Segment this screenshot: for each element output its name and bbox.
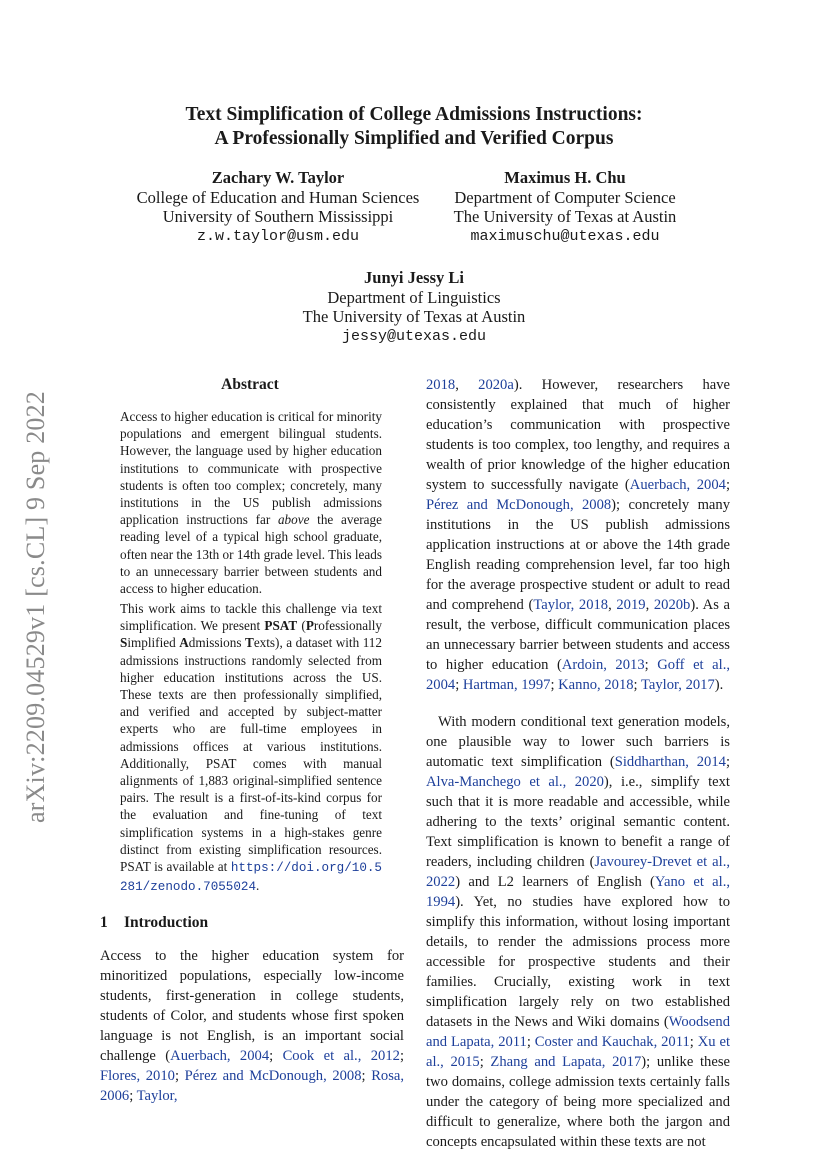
author-affiliation: Department of Linguistics <box>327 287 501 307</box>
citation-link[interactable]: Coster and Kauchak, 2011 <box>534 1034 690 1050</box>
citation-link[interactable]: Alva-Manchego et al., 2020 <box>426 774 604 790</box>
body-text: ; <box>129 1088 137 1104</box>
author-email: z.w.taylor@usm.edu <box>196 227 360 245</box>
abstract-emphasis: above <box>277 512 310 528</box>
body-text: Access to the higher education system for minoritized populations, especially low-income students, first-generation in college students, students of Color, and students whose first spoken language is not English, is an important social challenge ( <box>100 948 404 1064</box>
citation-link[interactable]: Cook et al., 2012 <box>282 1048 400 1064</box>
citation-link[interactable]: Pérez and McDonough, 2008 <box>426 497 612 513</box>
author-name: Zachary W. Taylor <box>211 168 345 187</box>
acronym-letter: A <box>179 635 189 651</box>
citation-link[interactable]: Rosa, 2006 <box>100 1068 405 1104</box>
abstract-text: dmissions <box>188 635 246 651</box>
body-text: ). However, researchers have consistently explained that much of higher education’s communication with prospective students is too complex, too lengthy, and requires a wealth of prior knowledge of the higher education system to successfully navigate ( <box>426 377 730 493</box>
paper-title <box>0 103 828 151</box>
author-email: jessy@utexas.edu <box>341 327 487 345</box>
citation-link[interactable]: Auerbach, 2004 <box>629 477 726 493</box>
intro-paragraph-2 <box>426 712 730 1152</box>
author-affiliation: University of Southern Mississippi <box>162 207 394 226</box>
body-text: , <box>608 597 617 613</box>
citation-link[interactable]: Xu et al., 2015 <box>426 1034 731 1070</box>
body-text: ; <box>689 1034 698 1050</box>
abstract-text: . <box>256 878 260 894</box>
citation-link[interactable]: 2019 <box>616 597 646 613</box>
intro-paragraph-1 <box>100 946 404 1106</box>
abstract-text: the average reading level of a typical high school graduate, often near the 13th or 14th grade level. This leads to an unnecessary barrier between students and access to higher education. <box>120 512 382 597</box>
body-text: ; <box>479 1054 491 1070</box>
citation-link[interactable]: Javourey-Drevet et al., 2022 <box>426 854 730 890</box>
author-block-li <box>264 268 564 346</box>
abstract-text: rofessionally <box>313 618 382 634</box>
body-text: ; <box>633 677 641 693</box>
author-name: Maximus H. Chu <box>504 168 626 187</box>
title-line-1: Text Simplification of College Admissions Instructions: <box>185 104 643 125</box>
body-text: ; <box>526 1034 535 1050</box>
body-text: ). Yet, no studies have explored how to simplify this information, without losing important details, to render the admissions process more accessible for prospective students and their families. Crucially, existing work in text simplification largely rely on two established datasets in the News and Wiki domains ( <box>426 894 730 1030</box>
intro-paragraph-1-continued <box>426 375 730 695</box>
abstract-text: Access to higher education is critical for minority populations and emergent bilingual students. However, the language used by higher education institutions to communicate with prospective students is often too complex; concretely, many institutions in the US publish admissions application instructions far <box>120 409 382 528</box>
abstract-text: exts), a dataset with 112 admissions instructions randomly selected from higher education institutions across the US. These texts are then professionally simplified, and verified and accepted by subject-matter experts who are full-time employees in admissions offices at various institutions. Additionally, PSAT comes with manual alignments of 1,883 original-simplified sentence pairs. The result is a first-of-its-kind corpus for the evaluation and fine-tuning of text simplification systems in a high-stakes genre distinct from existing simplification resources. PSAT is available at <box>120 635 382 875</box>
citation-link[interactable]: Taylor, 2018 <box>533 597 609 613</box>
citation-link[interactable]: 2018 <box>426 377 456 393</box>
author-block-chu <box>430 168 700 246</box>
arxiv-identifier: arXiv:2209.04529v1 [cs.CL] 9 Sep 2022 <box>21 390 50 824</box>
author-affiliation: College of Education and Human Sciences <box>136 187 420 207</box>
body-text: ; <box>644 657 658 673</box>
acronym-letter: P <box>305 618 314 634</box>
citation-link[interactable]: Auerbach, 2004 <box>170 1048 270 1064</box>
citation-link[interactable]: Goff et al., 2004 <box>426 657 730 693</box>
citation-link[interactable]: 2020a <box>478 377 514 393</box>
body-text: ); concretely many institutions in the US publish admissions application instructions at or above the 14th grade English reading comprehension level, far too high for the average prospective student or adult to read and comprehend ( <box>426 497 730 613</box>
author-email: maximuschu@utexas.edu <box>470 227 660 245</box>
section-number: 1 <box>100 914 108 931</box>
citation-link[interactable]: Taylor, <box>136 1088 178 1104</box>
section-heading-introduction <box>100 914 208 932</box>
body-text: ; <box>455 677 463 693</box>
body-text: ; <box>725 477 730 493</box>
author-name: Junyi Jessy Li <box>364 268 464 287</box>
citation-link[interactable]: Ardoin, 2013 <box>561 657 645 673</box>
section-title: Introduction <box>124 914 209 931</box>
body-text: , <box>455 377 479 393</box>
citation-link[interactable]: Taylor, 2017 <box>641 677 715 693</box>
body-text: ; <box>399 1048 404 1064</box>
citation-link[interactable]: Pérez and McDonough, 2008 <box>184 1068 362 1084</box>
body-text: , <box>645 597 654 613</box>
abstract-paragraph-2 <box>120 600 382 896</box>
abstract-paragraph-1 <box>120 408 382 597</box>
body-text: With modern conditional text generation models, one plausible way to lower such barriers is automatic text simplification ( <box>426 714 730 770</box>
body-text: ); unlike these two domains, college admission texts certainly falls under the category of being more specialized and difficult to generalize, where both the jargon and concepts encapsulated within these texts are not <box>426 1054 730 1150</box>
dataset-url-link[interactable]: https://doi.org/10.5281/zenodo.7055024 <box>120 861 382 895</box>
author-affiliation: The University of Texas at Austin <box>453 207 677 226</box>
abstract-heading: Abstract <box>221 376 279 393</box>
body-text: ; <box>269 1048 283 1064</box>
author-block-taylor <box>128 168 428 246</box>
citation-link[interactable]: Zhang and Lapata, 2017 <box>490 1054 642 1070</box>
abstract-text: This work aims to tackle this challenge via text simplification. We present <box>120 601 382 634</box>
acronym-letter: T <box>245 635 254 651</box>
body-text: ; <box>550 677 559 693</box>
citation-link[interactable]: Siddharthan, 2014 <box>614 754 726 770</box>
body-text: ) and L2 learners of English ( <box>455 874 655 890</box>
abstract-text: ( <box>297 618 306 634</box>
arxiv-sidebar <box>16 372 56 842</box>
citation-link[interactable]: Yano et al., 1994 <box>426 874 731 910</box>
citation-link[interactable]: Kanno, 2018 <box>558 677 634 693</box>
title-line-2: A Professionally Simplified and Verified Corpus <box>214 128 614 149</box>
dataset-name: PSAT <box>264 618 298 634</box>
citation-link[interactable]: 2020b <box>653 597 691 613</box>
body-text: ). As a result, the verbose, difficult communication places an unnecessary barrier between students and access to higher education ( <box>426 597 730 673</box>
citation-link[interactable]: Woodsend and Lapata, 2011 <box>426 1014 730 1050</box>
body-text: ; <box>174 1068 185 1084</box>
body-text: ; <box>725 754 730 770</box>
citation-link[interactable]: Hartman, 1997 <box>462 677 551 693</box>
acronym-letter: S <box>120 635 128 651</box>
body-text: ), i.e., simplify text such that it is more readable and accessible, while adhering to the texts’ original semantic content. Text simplification is known to benefit a range of readers, including children ( <box>426 774 730 870</box>
body-text: ; <box>361 1068 372 1084</box>
author-affiliation: Department of Computer Science <box>454 187 676 207</box>
author-affiliation: The University of Texas at Austin <box>302 307 526 326</box>
citation-link[interactable]: Flores, 2010 <box>100 1068 175 1084</box>
body-text: ). <box>714 677 724 693</box>
abstract-text: implified <box>127 635 180 651</box>
